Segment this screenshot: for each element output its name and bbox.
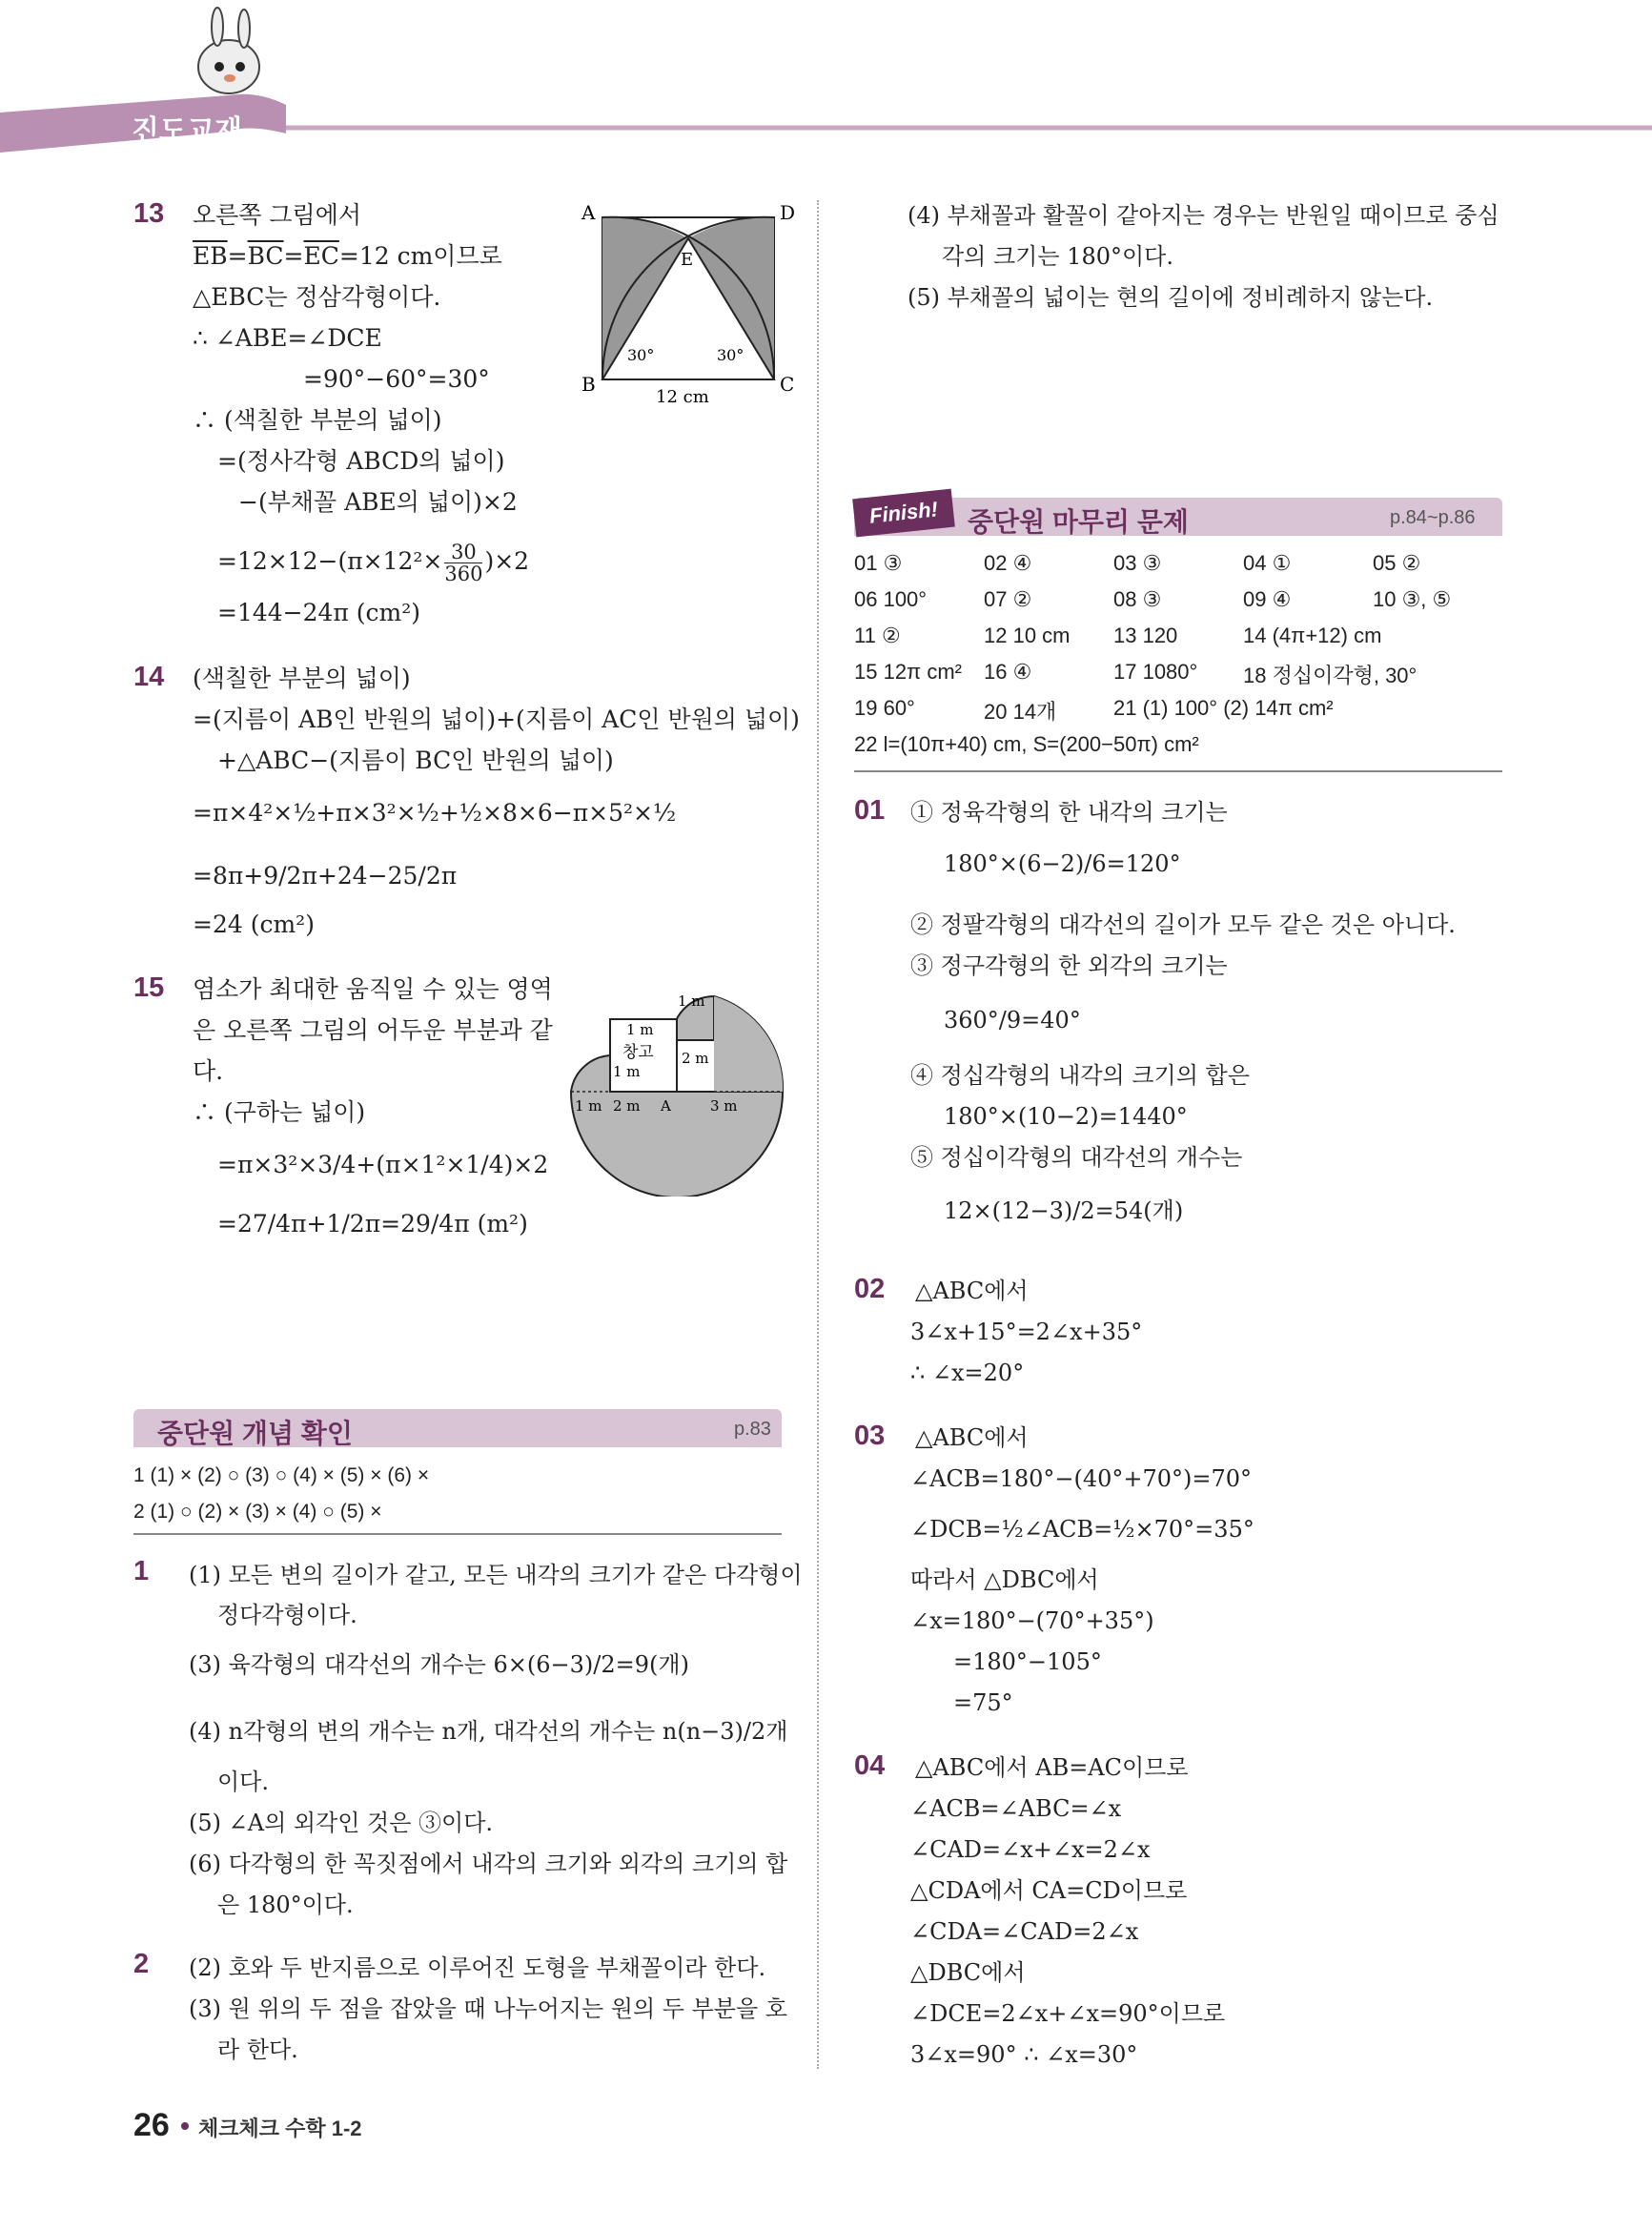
text-line: =180°−105° — [953, 1648, 1102, 1675]
text-line: △ABC에서 — [915, 1278, 1029, 1304]
answer-cell: 02 ④ — [984, 551, 1032, 575]
text-line: ② 정팔각형의 대각선의 길이가 모두 같은 것은 아니다. — [910, 911, 1456, 938]
answer-cell: 20 14개 — [984, 700, 1057, 724]
text-line: △ABC에서 — [915, 1424, 1029, 1451]
header-decoration — [0, 0, 1652, 162]
problem-number: 02 — [854, 1274, 886, 1304]
text-line: ③ 정구각형의 한 외각의 크기는 — [910, 952, 1228, 979]
answer-grid — [854, 551, 1502, 761]
side-label: 12 cm — [656, 387, 709, 405]
page-number: 26 — [133, 2107, 170, 2143]
label-e: E — [681, 250, 694, 270]
text-line: =12×12−(π×12²× $\frac{30}{360}$ )×2 — [217, 541, 530, 585]
text-line: $\overline{EB}=\overline{BC}=\overline{EC}=12$ cm이므로 — [193, 242, 502, 270]
text-line: 라 한다. — [217, 2036, 298, 2063]
rabbit-mascot-icon — [198, 8, 259, 93]
text-line: (3) 원 위의 두 점을 잡았을 때 나누어지는 원의 두 부분을 호 — [189, 1995, 787, 2022]
text-line: −(부채꼴 ABE의 넓이)×2 — [238, 488, 518, 516]
answer-cell: 08 ③ — [1113, 587, 1162, 611]
answer-cell: 15 12π cm² — [854, 660, 962, 684]
answer-cell: 17 1080° — [1113, 660, 1198, 684]
text-line: ∠DCB=½∠ACB=½×70°=35° — [910, 1516, 1254, 1543]
answer-row: 1 (1) × (2) ○ (3) ○ (4) × (5) × (6) × — [133, 1464, 430, 1486]
bullet-icon — [181, 2122, 189, 2130]
answer-cell: 21 (1) 100° (2) 14π cm² — [1113, 696, 1334, 720]
text-line: ∴ ∠ABE=∠DCE — [193, 324, 382, 352]
answer-row: 2 (1) ○ (2) × (3) × (4) ○ (5) × — [133, 1501, 382, 1523]
answer-cell: 01 ③ — [854, 551, 903, 575]
answer-cell: 06 100° — [854, 587, 928, 611]
answer-cell: 19 60° — [854, 696, 915, 720]
text-line: =8π+9/2π+24−25/2π — [193, 862, 458, 890]
answer-cell: 22 l=(10π+40) cm, S=(200−50π) cm² — [854, 732, 1199, 756]
problem-number: 03 — [854, 1421, 886, 1451]
text-line: △EBC는 정삼각형이다. — [193, 283, 441, 311]
section-title: 중단원 마무리 문제 — [968, 507, 1189, 537]
problem-number: 14 — [133, 662, 165, 692]
answer-cell: 03 ③ — [1113, 551, 1162, 575]
text-line: (5) 부채꼴의 넓이는 현의 길이에 정비례하지 않는다. — [908, 284, 1434, 311]
label-d: D — [780, 201, 796, 224]
text-line: =(정사각형 ABCD의 넓이) — [217, 447, 505, 475]
problem-number: 2 — [133, 1949, 150, 1979]
text-line: △DBC에서 — [910, 1959, 1026, 1986]
answer-cell: 09 ④ — [1243, 587, 1292, 611]
text-line: ④ 정십각형의 내각의 크기의 합은 — [910, 1062, 1250, 1089]
text-line: ∴ ∠x=20° — [910, 1360, 1025, 1386]
text-line: =(지름이 AB인 반원의 넓이)+(지름이 AC인 반원의 넓이) — [193, 706, 800, 733]
text-line: (2) 호와 두 반지름으로 이루어진 도형을 부채꼴이라 한다. — [189, 1954, 766, 1981]
text-line: ⑤ 정십이각형의 대각선의 개수는 — [910, 1144, 1243, 1171]
text-line: ∠DCE=2∠x+∠x=90°이므로 — [910, 2000, 1226, 2027]
text-line: 180°×(6−2)/6=120° — [944, 850, 1181, 877]
shed-label: 창고 — [622, 1043, 654, 1062]
problem-number: 15 — [133, 972, 165, 1003]
text-line: 따라서 △DBC에서 — [910, 1566, 1099, 1593]
section-title: 중단원 개념 확인 — [157, 1419, 353, 1448]
text-line: 은 180°이다. — [217, 1892, 354, 1918]
answer-cell: 16 ④ — [984, 660, 1032, 684]
text-line: (1) 모든 변의 길이가 같고, 모든 내각의 크기가 같은 다각형이 — [189, 1562, 803, 1588]
text-line: ∠x=180°−(70°+35°) — [910, 1607, 1154, 1634]
header-label: 진도교재 — [132, 115, 242, 147]
text-line: 3∠x=90° ∴ ∠x=30° — [910, 2041, 1138, 2068]
text-line: +△ABC−(지름이 BC인 반원의 넓이) — [217, 747, 614, 774]
text-line: =75° — [953, 1689, 1013, 1716]
text-line: (5) ∠A의 외각인 것은 ③이다. — [189, 1810, 494, 1836]
finish-badge: Finish! — [852, 489, 955, 538]
text-line: =27/4π+1/2π=29/4π (m²) — [217, 1210, 528, 1238]
length-label: 1 m — [626, 1021, 654, 1038]
text-line: ∴ (색칠한 부분의 넓이) — [193, 406, 442, 434]
text-line: ∠ACB=180°−(40°+70°)=70° — [910, 1465, 1253, 1492]
book-title: 체크체크 수학 1-2 — [198, 2117, 362, 2140]
text-line: =24 (cm²) — [193, 910, 315, 938]
length-label: 2 m — [613, 1097, 641, 1115]
problem-number: 13 — [133, 198, 165, 229]
answer-cell: 11 ② — [854, 624, 901, 647]
length-label: 1 m — [678, 992, 705, 1010]
column-divider — [817, 200, 819, 2069]
label-a: A — [581, 201, 596, 224]
text-line: ∴ (구하는 넓이) — [193, 1098, 366, 1126]
answer-cell: 10 ③, ⑤ — [1373, 587, 1452, 611]
goat-region-figure — [567, 968, 791, 1197]
length-label: 1 m — [575, 1097, 602, 1115]
answer-cell: 13 120 — [1113, 624, 1178, 647]
text-line: 각의 크기는 180°이다. — [942, 243, 1173, 270]
length-label: 3 m — [710, 1097, 738, 1115]
text-line: (색칠한 부분의 넓이) — [193, 665, 411, 692]
answer-cell: 12 10 cm — [984, 624, 1071, 647]
section-page-ref: p.84~p.86 — [1390, 507, 1476, 528]
text-line: △CDA에서 CA=CD이므로 — [910, 1877, 1188, 1904]
text-line: 이다. — [217, 1769, 269, 1795]
text-line: 정다각형이다. — [217, 1602, 357, 1628]
text-line: 360°/9=40° — [944, 1007, 1081, 1033]
problem-number: 04 — [854, 1750, 886, 1781]
label-c: C — [780, 373, 795, 396]
square-sector-figure — [572, 200, 801, 405]
text-line: 염소가 최대한 움직일 수 있는 영역 — [193, 975, 553, 1003]
answer-cell: 04 ① — [1243, 551, 1292, 575]
text-line: 12×(12−3)/2=54(개) — [944, 1197, 1184, 1224]
text-line: ∠ACB=∠ABC=∠x — [910, 1795, 1122, 1822]
text-line: 은 오른쪽 그림의 어두운 부분과 같 — [193, 1016, 553, 1044]
text-line: ① 정육각형의 한 내각의 크기는 — [910, 799, 1228, 826]
text-line: ∠CDA=∠CAD=2∠x — [910, 1918, 1139, 1945]
text-line: =90°−60°=30° — [303, 365, 490, 393]
answer-cell: 07 ② — [984, 587, 1032, 611]
divider — [133, 1533, 782, 1535]
text-line: =π×4²×½+π×3²×½+½×8×6−π×5²×½ — [193, 799, 677, 827]
text-line: ∠CAD=∠x+∠x=2∠x — [910, 1836, 1151, 1863]
text-line: (4) n각형의 변의 개수는 n개, 대각선의 개수는 n(n−3)/2개 — [189, 1718, 788, 1745]
angle-label: 30° — [717, 346, 744, 364]
length-label: 1 m — [613, 1063, 641, 1080]
point-a-label: A — [661, 1097, 671, 1115]
text-line: =144−24π (cm²) — [217, 599, 421, 626]
divider — [854, 770, 1502, 772]
text-line: 3∠x+15°=2∠x+35° — [910, 1319, 1143, 1345]
angle-label: 30° — [627, 346, 655, 364]
answer-cell: 05 ② — [1373, 551, 1421, 575]
answer-cell: 14 (4π+12) cm — [1243, 624, 1382, 647]
length-label: 2 m — [682, 1050, 709, 1067]
text-line: (4) 부채꼴과 활꼴이 같아지는 경우는 반원일 때이므로 중심 — [908, 202, 1499, 229]
text-line: (3) 육각형의 대각선의 개수는 6×(6−3)/2=9(개) — [189, 1651, 689, 1678]
problem-number: 1 — [133, 1556, 150, 1586]
text-line: =π×3²×3/4+(π×1²×1/4)×2 — [217, 1151, 549, 1178]
section-page-ref: p.83 — [734, 1419, 771, 1440]
answer-cell: 18 정십이각형, 30° — [1243, 664, 1417, 687]
label-b: B — [581, 373, 596, 396]
text-line: (6) 다각형의 한 꼭짓점에서 내각의 크기와 외각의 크기의 합 — [189, 1851, 788, 1877]
text-line: △ABC에서 AB=AC이므로 — [915, 1754, 1189, 1781]
text-line: 다. — [193, 1057, 224, 1085]
text-line: 오른쪽 그림에서 — [193, 201, 361, 229]
text-line: 180°×(10−2)=1440° — [944, 1103, 1188, 1130]
problem-number: 01 — [854, 795, 886, 826]
